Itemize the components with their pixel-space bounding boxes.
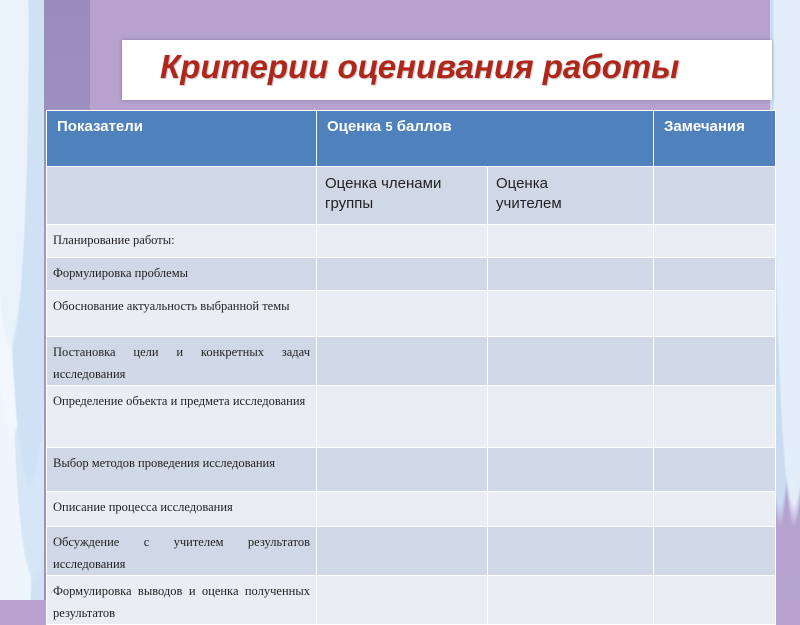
remarks-cell[interactable]	[654, 225, 776, 258]
header-remarks: Замечания	[654, 111, 776, 167]
group-score-cell[interactable]	[317, 386, 488, 448]
decorative-swirl-panel	[0, 0, 44, 600]
header-score-prefix: Оценка	[327, 118, 386, 135]
remarks-cell[interactable]	[654, 448, 776, 492]
group-score-cell[interactable]	[317, 527, 488, 576]
header-score	[317, 111, 654, 167]
subheader-row	[47, 167, 776, 225]
header-row	[47, 111, 776, 167]
group-score-cell[interactable]	[317, 258, 488, 291]
criterion-label: Обсуждение с учителем результатов исследования	[47, 527, 317, 576]
teacher-score-cell[interactable]	[488, 291, 654, 337]
teacher-score-cell[interactable]	[488, 225, 654, 258]
teacher-score-cell[interactable]	[488, 337, 654, 386]
group-score-cell[interactable]	[317, 492, 488, 527]
subheader-group-score: Оценка членами группы	[317, 167, 488, 225]
criterion-label: Обоснование актуальность выбранной темы	[47, 291, 317, 337]
remarks-cell[interactable]	[654, 527, 776, 576]
header-score-number: 5	[385, 119, 393, 134]
criterion-label: Формулировка проблемы	[47, 258, 317, 291]
teacher-score-cell[interactable]	[488, 576, 654, 625]
subheader-empty	[47, 167, 317, 225]
subheader-remarks-empty	[654, 167, 776, 225]
criterion-label: Определение объекта и предмета исследования	[47, 386, 317, 448]
table-row	[47, 492, 776, 527]
group-score-cell[interactable]	[317, 576, 488, 625]
teacher-score-cell[interactable]	[488, 527, 654, 576]
table-row	[47, 225, 776, 258]
criterion-label: Постановка цели и конкретных задач исследования	[47, 337, 317, 386]
table-row	[47, 527, 776, 576]
page-title: Критерии оценивания работы	[160, 48, 680, 85]
criterion-label: Формулировка выводов и оценка полученных результатов	[47, 576, 317, 625]
remarks-cell[interactable]	[654, 337, 776, 386]
teacher-score-cell[interactable]	[488, 386, 654, 448]
remarks-cell[interactable]	[654, 576, 776, 625]
remarks-cell[interactable]	[654, 492, 776, 527]
remarks-cell[interactable]	[654, 291, 776, 337]
teacher-score-cell[interactable]	[488, 492, 654, 527]
remarks-cell[interactable]	[654, 258, 776, 291]
table-row	[47, 386, 776, 448]
table-row	[47, 448, 776, 492]
table-row	[47, 576, 776, 625]
subheader-teacher-score: Оценка учителем	[488, 167, 654, 225]
header-indicators: Показатели	[47, 111, 317, 167]
table-row	[47, 291, 776, 337]
criterion-label: Планирование работы:	[47, 225, 317, 258]
table-row	[47, 337, 776, 386]
teacher-score-cell[interactable]	[488, 448, 654, 492]
group-score-cell[interactable]	[317, 291, 488, 337]
group-score-cell[interactable]	[317, 337, 488, 386]
group-score-cell[interactable]	[317, 225, 488, 258]
teacher-score-cell[interactable]	[488, 258, 654, 291]
table-row	[47, 258, 776, 291]
criterion-label: Описание процесса исследования	[47, 492, 317, 527]
criterion-label: Выбор методов проведения исследования	[47, 448, 317, 492]
header-score-suffix: баллов	[392, 118, 452, 135]
group-score-cell[interactable]	[317, 448, 488, 492]
criteria-table	[46, 110, 776, 625]
remarks-cell[interactable]	[654, 386, 776, 448]
